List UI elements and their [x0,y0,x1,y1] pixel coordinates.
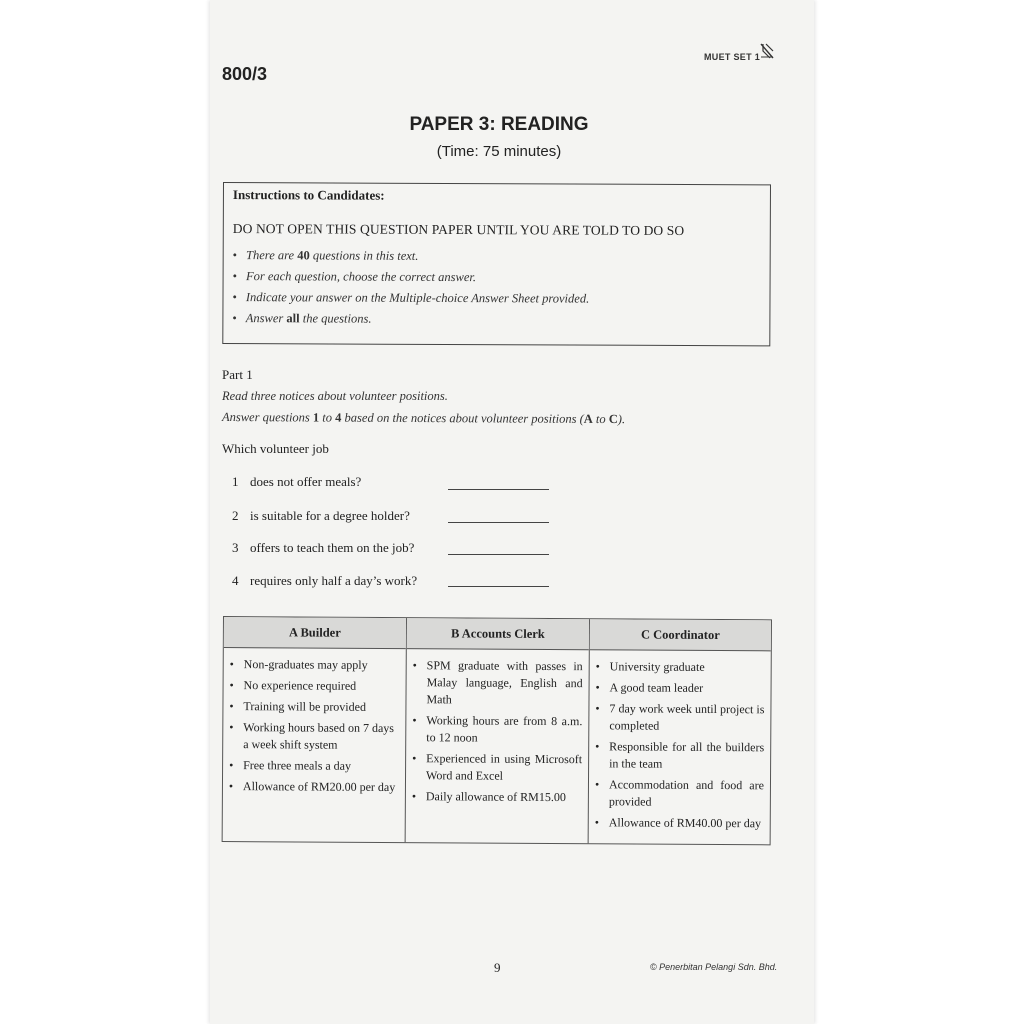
notice-accounts-clerk [406,618,590,843]
paper-code: 800/3 [222,64,268,84]
list-item: • Allowance of RM40.00 per day [595,814,764,832]
notice-builder [223,617,407,842]
question-3: 3 offers to teach them on the job? [232,540,415,555]
question-4: 4 requires only half a day’s work? [232,573,418,588]
set-label: MUET SET 1 [704,52,761,62]
bullet: • [232,290,237,305]
instruction-item: • Answer all the questions. [232,311,372,326]
answer-line-2[interactable] [448,522,549,523]
instruction-item: • Indicate your answer on the Multiple-choice Answer Sheet provided. [232,290,590,306]
answer-line-4[interactable] [448,586,549,587]
part-instruction-questions: Answer questions 1 to 4 based on the notices about volunteer positions (A to C). [221,410,626,427]
bullet: • [232,248,238,263]
list-item: • SPM graduate with passes in Malay language, English and Math [412,657,582,709]
list-item: • Training will be provided [229,698,399,716]
list-item: • No experience required [230,677,400,695]
list-item: • Non-graduates may apply [230,656,400,674]
list-item: • Working hours are from 8 a.m. to 12 noon [412,712,582,747]
book-corner-icon [760,43,774,59]
page-subtitle: (Time: 75 minutes) [436,143,562,160]
notices-table [222,616,772,845]
part-label: Part 1 [222,367,253,382]
notice-heading: B Accounts Clerk [407,618,589,650]
question-lead: Which volunteer job [222,441,329,456]
instructions-list [232,245,589,331]
answer-line-1[interactable] [448,489,549,490]
question-1: 1 does not offer meals? [232,474,362,489]
list-item: • Experienced in using Microsoft Word and Excel [412,750,582,785]
list-item: • A good team leader [596,679,765,697]
list-item: • Responsible for all the builders in the team [595,738,764,773]
part-instruction: Read three notices about volunteer positions. [222,389,448,403]
list-item: • University graduate [596,658,765,676]
list-item: • Free three meals a day [229,757,399,775]
instructions-heading: Instructions to Candidates: [232,187,385,203]
copyright: © Penerbitan Pelangi Sdn. Bhd. [650,962,778,972]
instruction-item: • For each question, choose the correct answer. [232,269,477,285]
notice-heading: A Builder [224,617,406,649]
list-item: • Working hours based on 7 days a week shift system [229,719,399,754]
list-item: • Daily allowance of RM15.00 [412,788,582,806]
instruction-item: • There are 40 questions in this text. [232,248,419,263]
instructions-box [222,182,771,346]
list-item: • Allowance of RM20.00 per day [229,778,399,796]
notice-coordinator [589,619,771,844]
list-item: • Accommodation and food are provided [595,776,764,811]
page-number: 9 [494,960,501,975]
bullet: • [232,269,238,284]
notice-list [223,648,406,796]
instructions-warning: DO NOT OPEN THIS QUESTION PAPER UNTIL YOU ARE TOLD TO DO SO [232,221,685,239]
question-2: 2 is suitable for a degree holder? [232,508,410,523]
exam-page [210,0,814,1024]
notice-list [589,650,771,832]
answer-line-3[interactable] [448,554,549,555]
notice-list [406,649,589,806]
notice-heading: C Coordinator [590,619,771,651]
page-title: PAPER 3: READING [409,114,589,135]
list-item: • 7 day work week until project is completed [595,700,764,735]
bullet: • [232,311,237,326]
